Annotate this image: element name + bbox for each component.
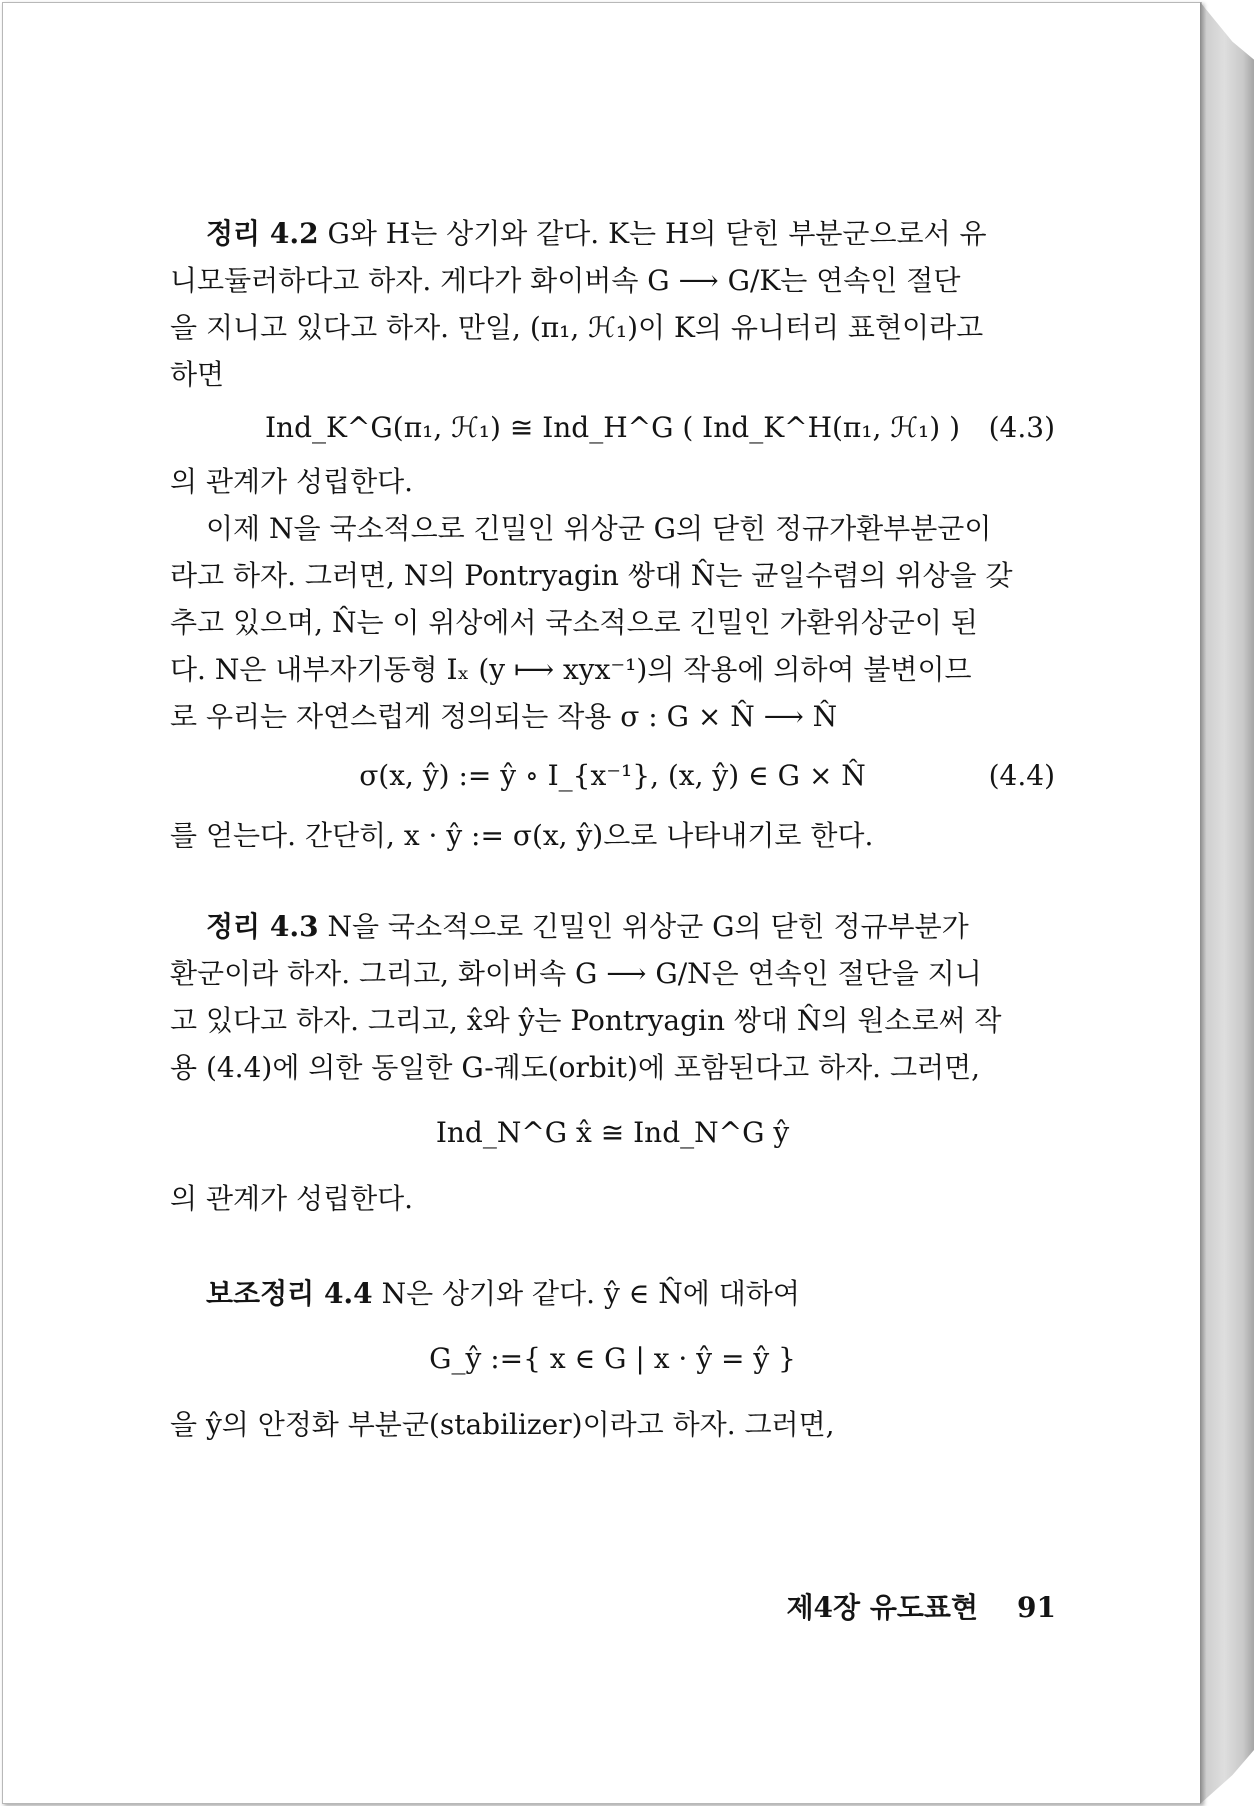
page-footer	[760, 1588, 1056, 1628]
theorem-4-3	[170, 903, 1055, 950]
equation-stabilizer: G_ŷ :={ x ∈ G | x · ŷ = ŷ }	[429, 1342, 796, 1375]
equation-4-3: Ind_K^G(π₁, ℋ₁) ≅ Ind_H^G ( Ind_K^H(π₁, ℋ₁) )	[265, 411, 960, 444]
lemma-4-4	[170, 1270, 1055, 1317]
theorem-line: 하면	[170, 358, 225, 391]
paragraph-line: 로 우리는 자연스럽게 정의되는 작용 σ : G × N̂ ⟶ N̂	[170, 700, 838, 733]
paragraph-line: 이제 N을 국소적으로 긴밀인 위상군 G의 닫힌 정규가환부분군이	[206, 512, 992, 545]
equation-4-4: σ(x, ŷ) := ŷ ∘ I_{x⁻¹}, (x, ŷ) ∈ G × N̂	[359, 759, 866, 792]
lemma-label: 보조정리 4.4	[206, 1277, 373, 1310]
theorem-line: N을 국소적으로 긴밀인 위상군 G의 닫힌 정규부분가	[327, 910, 969, 943]
lemma-conclusion: 을 ŷ의 안정화 부분군(stabilizer)이라고 하자. 그러면,	[170, 1408, 835, 1441]
theorem-line: 용 (4.4)에 의한 동일한 G-궤도(orbit)에 포함된다고 하자. 그러면,	[170, 1051, 981, 1084]
chapter-title: 제4장 유도표현	[786, 1591, 979, 1624]
theorem-conclusion: 의 관계가 성립한다.	[170, 465, 414, 498]
theorem-line: 을 지니고 있다고 하자. 만일, (π₁, ℋ₁)이 K의 유니터리 표현이라고	[170, 311, 984, 344]
theorem-label: 정리 4.3	[206, 910, 319, 943]
theorem-line: 니모듈러하다고 하자. 게다가 화이버속 G ⟶ G/K는 연속인 절단	[170, 264, 961, 297]
page-number: 91	[1017, 1591, 1056, 1624]
display-equation	[170, 398, 1055, 458]
lemma-line: N은 상기와 같다. ŷ ∈ N̂에 대하여	[381, 1277, 800, 1310]
display-equation	[170, 1317, 1055, 1401]
equation-number: (4.4)	[988, 759, 1055, 792]
theorem-label: 정리 4.2	[206, 217, 319, 250]
theorem-line: G와 H는 상기와 같다. K는 H의 닫힌 부분군으로서 유	[327, 217, 987, 250]
display-equation	[170, 740, 1055, 812]
display-equation	[170, 1091, 1055, 1175]
page-edge	[1200, 2, 1254, 1804]
equation-number: (4.3)	[988, 411, 1055, 444]
paragraph-line: 다. N은 내부자기동형 Iₓ (y ⟼ xyx⁻¹)의 작용에 의하여 불변이므	[170, 653, 972, 686]
theorem-line: 고 있다고 하자. 그리고, x̂와 ŷ는 Pontryagin 쌍대 N̂의 원소로써 작	[170, 1004, 1002, 1037]
paragraph-line: 라고 하자. 그러면, N의 Pontryagin 쌍대 N̂는 균일수렴의 위상을 갖	[170, 559, 1013, 592]
paragraph-conclusion: 를 얻는다. 간단히, x · ŷ := σ(x, ŷ)으로 나타내기로 한다.	[170, 819, 874, 852]
theorem-4-2	[170, 210, 1055, 257]
page-content	[170, 210, 1055, 1448]
equation-induced: Ind_N^G x̂ ≅ Ind_N^G ŷ	[435, 1116, 790, 1149]
theorem-conclusion: 의 관계가 성립한다.	[170, 1182, 414, 1215]
theorem-line: 환군이라 하자. 그리고, 화이버속 G ⟶ G/N은 연속인 절단을 지니	[170, 957, 982, 990]
paragraph-line: 추고 있으며, N̂는 이 위상에서 국소적으로 긴밀인 가환위상군이 된	[170, 606, 978, 639]
